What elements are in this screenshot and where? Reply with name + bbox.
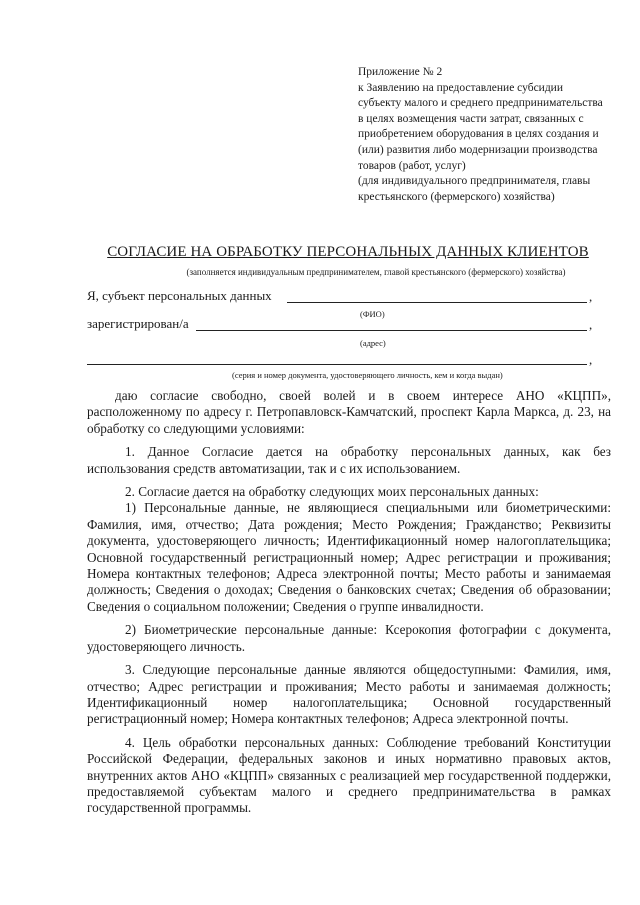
text-line: Российской Федерации, федеральных законов и иных нормативно правовых актов, (87, 751, 611, 767)
text-line: Сведения о социальном положении; Сведения о группе инвалидности. (87, 598, 484, 614)
comma: , (589, 289, 593, 304)
text-line: даю согласие свободно, своей волей и в своем интересе АНО «КЦПП», (115, 388, 611, 403)
registered-label: зарегистрирован/а (87, 316, 189, 331)
appendix-line: (для индивидуального предпринимателя, главы (358, 175, 591, 188)
text-line: предоставляемой субъектам малого и среднего предпринимательства в рамках (87, 783, 611, 799)
text-line: внутренних актов АНО «КЦПП» связанных с реализацией мер государственной поддержки, (87, 767, 611, 783)
appendix-line: субъекту малого и среднего предпринимательства (358, 97, 603, 110)
text-line: 1) Персональные данные, не являющиеся специальными или биометрическими: (125, 500, 611, 516)
appendix-line: приобретением оборудования в целях создания и (358, 128, 599, 141)
text-line: регистрационный номер; Номера контактных телефонов; Адреса электронной почты. (87, 711, 569, 727)
appendix-header (358, 65, 628, 205)
text-line: 2) Биометрические персональные данные: Ксерокопия фотографии с документа, (125, 622, 611, 638)
item-2 (87, 484, 611, 500)
appendix-line: к Заявлению на предоставление субсидии (358, 81, 563, 94)
comma: , (589, 352, 593, 367)
text-line: Фамилия, имя, отчество; Дата рождения; Место Рождения; Гражданство; Реквизиты (87, 516, 611, 532)
address-input-line[interactable] (196, 330, 587, 331)
text-line: Идентификационный номер налогоплательщика; Основной государственный (87, 694, 611, 710)
text-line: 1. Данное Согласие дается на обработку персональных данных, как без (125, 444, 611, 460)
comma: , (589, 317, 593, 332)
address-caption: (адрес) (360, 338, 386, 348)
document-caption: (серия и номер документа, удостоверяющего личность, кем и когда выдан) (232, 370, 503, 380)
fio-input-line[interactable] (287, 302, 587, 303)
item-4 (87, 735, 611, 817)
text-line: документа, удостоверяющего личность; Идентификационный номер налогоплательщика; (87, 533, 611, 549)
consent-body (87, 388, 611, 817)
text-line: 2. Согласие дается на обработку следующих моих персональных данных: (125, 484, 539, 500)
text-line: 3. Следующие персональные данные являются общедоступными: Фамилия, имя, (125, 662, 611, 678)
text-line: 4. Цель обработки персональных данных: Соблюдение требований Конституции (125, 734, 611, 750)
text-line: отчество; Адрес регистрации и проживания; Место работы и занимаемая должность; (87, 678, 611, 694)
fio-caption: (ФИО) (360, 309, 385, 319)
intro-paragraph (87, 388, 611, 437)
text-line: государственной программы. (87, 800, 252, 816)
text-line: обработку со следующими условиями: (87, 420, 305, 436)
text-line: удостоверяющего личность. (87, 638, 246, 654)
item-2-2 (87, 622, 611, 655)
document-input-line[interactable] (87, 364, 587, 365)
appendix-line: крестьянского (фермерского) хозяйства) (358, 190, 555, 203)
appendix-line: товаров (работ, услуг) (358, 159, 466, 172)
appendix-line: Приложение № 2 (358, 66, 443, 78)
item-3 (87, 662, 611, 728)
subject-label: Я, субъект персональных данных (87, 288, 272, 303)
text-line: использования средств автоматизации, так и с их использованием. (87, 460, 461, 476)
item-2-1 (87, 500, 611, 615)
item-1 (87, 444, 611, 477)
text-line: расположенному по адресу г. Петропавловск-Камчатский, проспект Карла Маркса, д. 23, на (87, 404, 611, 420)
text-line: должность; Сведения о доходах; Сведения о банковских счетах; Сведения об образовании; (87, 582, 611, 598)
document-subtitle: (заполняется индивидуальным предпринимателем, главой крестьянского (фермерского) хозяйства) (186, 267, 566, 277)
text-line: Основной государственный регистрационный номер; Адрес регистрации и проживания; (87, 549, 611, 565)
text-line: Номера контактных телефонов; Адреса электронной почты; Место работы и занимаемая (87, 566, 611, 582)
appendix-line: в целях возмещения части затрат, связанных с (358, 112, 584, 125)
document-title: СОГЛАСИЕ НА ОБРАБОТКУ ПЕРСОНАЛЬНЫХ ДАННЫХ КЛИЕНТОВ (107, 244, 589, 260)
appendix-line: (или) развития либо модернизации производства (358, 143, 598, 156)
